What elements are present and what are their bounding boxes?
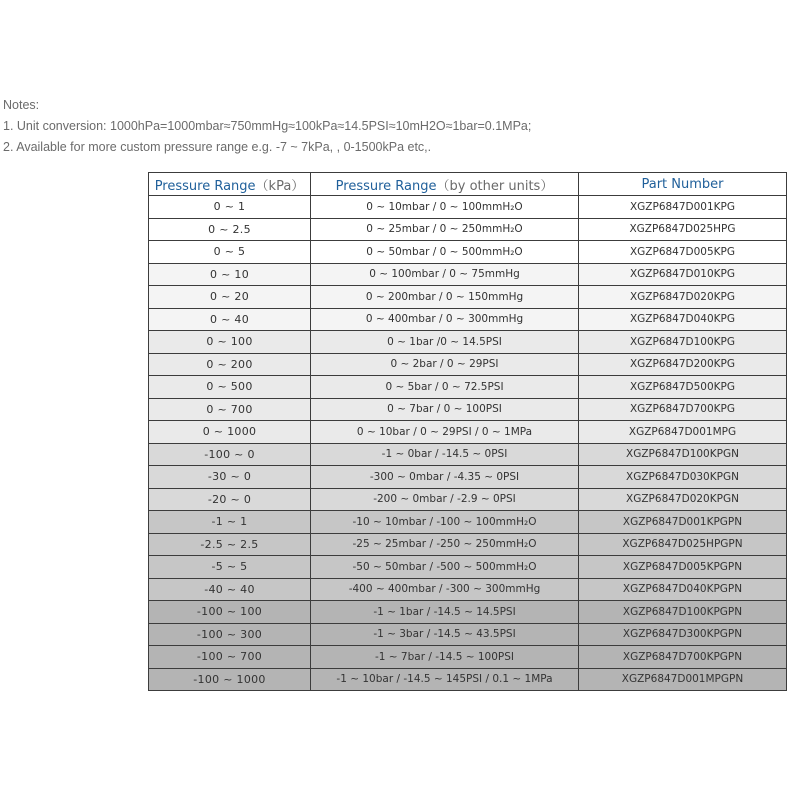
table-row: [149, 623, 787, 646]
cell-part-number: XGZP6847D200KPG: [579, 353, 787, 376]
cell-part-number: XGZP6847D300KPGPN: [579, 623, 787, 646]
cell-range-kpa: 0 ~ 700: [149, 398, 311, 421]
cell-range-other: 0 ~ 100mbar / 0 ~ 75mmHg: [311, 263, 579, 286]
cell-range-other: -50 ~ 50mbar / -500 ~ 500mmH₂O: [311, 556, 579, 579]
cell-part-number: XGZP6847D030KPGN: [579, 466, 787, 489]
cell-range-other: -1 ~ 10bar / -14.5 ~ 145PSI / 0.1 ~ 1MPa: [311, 668, 579, 691]
cell-part-number: XGZP6847D500KPG: [579, 376, 787, 399]
cell-part-number: XGZP6847D020KPG: [579, 286, 787, 309]
cell-range-kpa: -20 ~ 0: [149, 488, 311, 511]
table-row: [149, 218, 787, 241]
cell-part-number: XGZP6847D100KPGN: [579, 443, 787, 466]
table-row: [149, 511, 787, 534]
cell-range-kpa: -1 ~ 1: [149, 511, 311, 534]
cell-range-other: 0 ~ 2bar / 0 ~ 29PSI: [311, 353, 579, 376]
cell-range-other: 0 ~ 5bar / 0 ~ 72.5PSI: [311, 376, 579, 399]
note-unit-conversion: 1. Unit conversion: 1000hPa=1000mbar≈750mmHg≈100kPa≈14.5PSI≈10mH2O≈1bar=0.1MPa;: [3, 119, 532, 133]
cell-range-kpa: -2.5 ~ 2.5: [149, 533, 311, 556]
cell-range-kpa: -40 ~ 40: [149, 578, 311, 601]
cell-part-number: XGZP6847D001MPGPN: [579, 668, 787, 691]
cell-range-other: 0 ~ 400mbar / 0 ~ 300mmHg: [311, 308, 579, 331]
cell-part-number: XGZP6847D100KPGPN: [579, 601, 787, 624]
table-row: [149, 376, 787, 399]
cell-range-kpa: -100 ~ 300: [149, 623, 311, 646]
cell-part-number: XGZP6847D010KPG: [579, 263, 787, 286]
cell-part-number: XGZP6847D025HPGPN: [579, 533, 787, 556]
cell-range-kpa: 0 ~ 1000: [149, 421, 311, 444]
table-row: [149, 556, 787, 579]
cell-part-number: XGZP6847D020KPGN: [579, 488, 787, 511]
table-row: [149, 533, 787, 556]
cell-part-number: XGZP6847D001MPG: [579, 421, 787, 444]
cell-part-number: XGZP6847D100KPG: [579, 331, 787, 354]
header-col1-label: Pressure Range: [154, 178, 256, 194]
cell-range-kpa: -100 ~ 700: [149, 646, 311, 669]
cell-range-kpa: 0 ~ 5: [149, 241, 311, 264]
table-row: [149, 646, 787, 669]
cell-range-kpa: 0 ~ 200: [149, 353, 311, 376]
cell-range-other: 0 ~ 10bar / 0 ~ 29PSI / 0 ~ 1MPa: [311, 421, 579, 444]
cell-range-kpa: 0 ~ 1: [149, 196, 311, 219]
cell-part-number: XGZP6847D040KPGPN: [579, 578, 787, 601]
table-row: [149, 443, 787, 466]
cell-range-other: -10 ~ 10mbar / -100 ~ 100mmH₂O: [311, 511, 579, 534]
cell-range-kpa: 0 ~ 40: [149, 308, 311, 331]
table-row: [149, 196, 787, 219]
table-row: [149, 668, 787, 691]
table-row: [149, 601, 787, 624]
cell-range-kpa: 0 ~ 500: [149, 376, 311, 399]
table-row: [149, 488, 787, 511]
cell-range-kpa: -100 ~ 100: [149, 601, 311, 624]
table-row: [149, 466, 787, 489]
cell-range-kpa: -30 ~ 0: [149, 466, 311, 489]
cell-part-number: XGZP6847D001KPG: [579, 196, 787, 219]
cell-range-other: 0 ~ 25mbar / 0 ~ 250mmH₂O: [311, 218, 579, 241]
cell-range-kpa: 0 ~ 10: [149, 263, 311, 286]
cell-range-other: 0 ~ 1bar /0 ~ 14.5PSI: [311, 331, 579, 354]
header-col2-unit: （by other units）: [436, 178, 554, 194]
cell-range-other: 0 ~ 50mbar / 0 ~ 500mmH₂O: [311, 241, 579, 264]
table-row: [149, 421, 787, 444]
cell-range-other: -400 ~ 400mbar / -300 ~ 300mmHg: [311, 578, 579, 601]
cell-range-kpa: 0 ~ 20: [149, 286, 311, 309]
pressure-range-table: [148, 172, 787, 691]
table-row: [149, 398, 787, 421]
cell-part-number: XGZP6847D025HPG: [579, 218, 787, 241]
cell-range-other: -300 ~ 0mbar / -4.35 ~ 0PSI: [311, 466, 579, 489]
table-row: [149, 263, 787, 286]
cell-range-other: -1 ~ 1bar / -14.5 ~ 14.5PSI: [311, 601, 579, 624]
cell-range-other: -1 ~ 7bar / -14.5 ~ 100PSI: [311, 646, 579, 669]
notes-section: [3, 95, 793, 158]
cell-range-other: 0 ~ 7bar / 0 ~ 100PSI: [311, 398, 579, 421]
cell-range-kpa: -5 ~ 5: [149, 556, 311, 579]
cell-range-other: 0 ~ 200mbar / 0 ~ 150mmHg: [311, 286, 579, 309]
cell-part-number: XGZP6847D005KPG: [579, 241, 787, 264]
cell-part-number: XGZP6847D700KPG: [579, 398, 787, 421]
cell-range-other: -25 ~ 25mbar / -250 ~ 250mmH₂O: [311, 533, 579, 556]
table-row: [149, 331, 787, 354]
notes-heading: Notes:: [3, 98, 40, 112]
header-col2-label: Pressure Range: [335, 178, 437, 194]
header-part-number: Part Number: [579, 173, 787, 196]
cell-part-number: XGZP6847D005KPGPN: [579, 556, 787, 579]
cell-range-kpa: -100 ~ 1000: [149, 668, 311, 691]
cell-part-number: XGZP6847D700KPGPN: [579, 646, 787, 669]
table-row: [149, 286, 787, 309]
cell-range-other: -1 ~ 0bar / -14.5 ~ 0PSI: [311, 443, 579, 466]
cell-range-other: -1 ~ 3bar / -14.5 ~ 43.5PSI: [311, 623, 579, 646]
cell-range-kpa: -100 ~ 0: [149, 443, 311, 466]
header-pressure-range-kpa: [149, 173, 311, 196]
cell-range-kpa: 0 ~ 100: [149, 331, 311, 354]
header-col1-unit: （kPa）: [255, 178, 305, 194]
cell-range-kpa: 0 ~ 2.5: [149, 218, 311, 241]
cell-part-number: XGZP6847D040KPG: [579, 308, 787, 331]
table-row: [149, 578, 787, 601]
table-header-row: [149, 173, 787, 196]
table-row: [149, 353, 787, 376]
note-custom-range: 2. Available for more custom pressure range e.g. -7 ~ 7kPa, , 0-1500kPa etc,.: [3, 140, 432, 154]
cell-range-other: -200 ~ 0mbar / -2.9 ~ 0PSI: [311, 488, 579, 511]
cell-range-other: 0 ~ 10mbar / 0 ~ 100mmH₂O: [311, 196, 579, 219]
table-row: [149, 308, 787, 331]
cell-part-number: XGZP6847D001KPGPN: [579, 511, 787, 534]
header-pressure-range-other: [311, 173, 579, 196]
table-row: [149, 241, 787, 264]
